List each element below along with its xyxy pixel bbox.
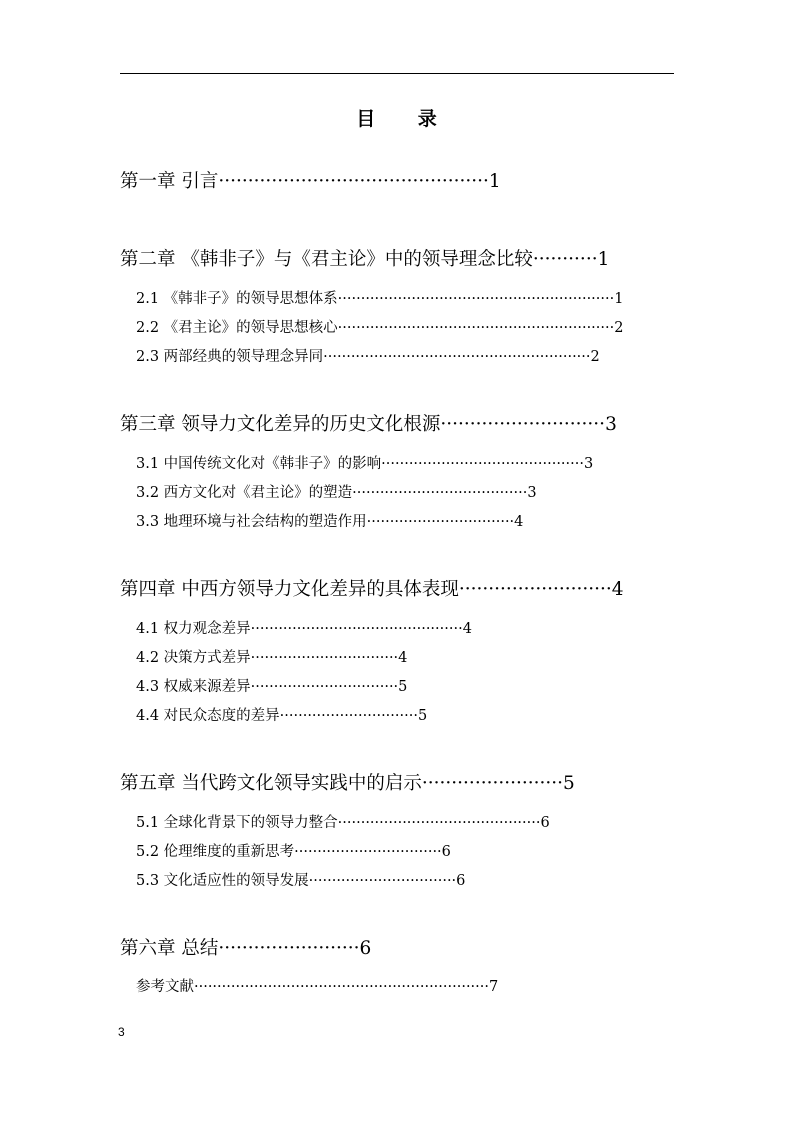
- toc-entry-references[interactable]: [136, 980, 498, 995]
- toc-entry-label: 5.1 全球化背景下的领导力整合: [136, 815, 338, 831]
- toc-entry-4-4[interactable]: [136, 709, 427, 724]
- toc-leader-dots: ···········: [532, 249, 598, 270]
- toc-entry-4-2[interactable]: [136, 651, 407, 666]
- toc-leader-dots: ································: [294, 844, 442, 860]
- toc-entry-3-2[interactable]: [136, 486, 537, 501]
- header-rule: [120, 73, 674, 74]
- toc-entry-label: 3.1 中国传统文化对《韩非子》的影响: [136, 456, 382, 472]
- toc-entry-label: 4.4 对民众态度的差异: [136, 708, 280, 724]
- toc-entry-ch1[interactable]: [120, 173, 501, 192]
- toc-entry-page: 6: [441, 844, 451, 860]
- toc-entry-page: 4: [462, 621, 472, 637]
- toc-entry-label: 5.2 伦理维度的重新思考: [136, 844, 295, 860]
- toc-leader-dots: ································································: [194, 979, 489, 995]
- toc-entry-page: 7: [488, 979, 499, 995]
- toc-entry-2-3[interactable]: [136, 350, 600, 365]
- toc-entry-page: 4: [611, 579, 624, 600]
- toc-entry-2-2[interactable]: [136, 321, 623, 336]
- toc-leader-dots: ························: [218, 938, 360, 959]
- toc-leader-dots: ······························: [279, 708, 418, 724]
- toc-entry-ch2[interactable]: [120, 251, 609, 270]
- toc-entry-page: 1: [488, 171, 501, 192]
- toc-leader-dots: ····························································: [337, 291, 615, 307]
- toc-entry-ch4[interactable]: [120, 581, 624, 600]
- toc-leader-dots: ············································: [337, 815, 541, 831]
- toc-entry-5-2[interactable]: [136, 845, 451, 860]
- toc-leader-dots: ··························································: [323, 349, 591, 365]
- toc-entry-page: 4: [398, 650, 408, 666]
- toc-leader-dots: ························: [421, 773, 564, 794]
- toc-entry-label: 第四章 中西方领导力文化差异的具体表现: [120, 579, 459, 600]
- toc-leader-dots: ································: [308, 873, 457, 889]
- toc-entry-ch3[interactable]: [120, 416, 617, 435]
- toc-entry-label: 参考文献: [136, 979, 194, 995]
- toc-entry-label: 第三章 领导力文化差异的历史文化根源: [120, 414, 441, 435]
- toc-entry-page: 3: [527, 485, 537, 501]
- toc-entry-label: 3.3 地理环境与社会结构的塑造作用: [136, 514, 367, 530]
- toc-entry-5-1[interactable]: [136, 816, 550, 831]
- toc-entry-page: 2: [614, 320, 624, 336]
- toc-leader-dots: ····························································: [337, 320, 615, 336]
- toc-leader-dots: ······································: [352, 485, 528, 501]
- toc-entry-label: 3.2 西方文化对《君主论》的塑造: [136, 485, 353, 501]
- toc-entry-page: 6: [456, 873, 466, 889]
- toc-entry-label: 第六章 总结: [120, 938, 219, 959]
- toc-entry-4-1[interactable]: [136, 622, 472, 637]
- toc-entry-page: 3: [605, 414, 617, 435]
- toc-entry-label: 第二章 《韩非子》与《君主论》中的领导理念比较: [120, 249, 533, 270]
- toc-leader-dots: ············································: [381, 456, 584, 472]
- toc-entry-3-3[interactable]: [136, 515, 523, 530]
- toc-entry-ch6[interactable]: [120, 940, 371, 959]
- toc-entry-page: 5: [398, 679, 408, 695]
- toc-entry-label: 第五章 当代跨文化领导实践中的启示: [120, 773, 422, 794]
- toc-entry-page: 1: [614, 291, 624, 307]
- toc-leader-dots: ··············································: [250, 621, 463, 637]
- toc-leader-dots: ································: [366, 514, 515, 530]
- toc-entry-4-3[interactable]: [136, 680, 407, 695]
- toc-entry-label: 2.1 《韩非子》的领导思想体系: [136, 291, 338, 307]
- toc-entry-label: 2.2 《君主论》的领导思想核心: [136, 320, 338, 336]
- toc-entry-label: 2.3 两部经典的领导理念异同: [136, 349, 324, 365]
- toc-entry-ch5[interactable]: [120, 775, 575, 794]
- toc-entry-label: 4.2 决策方式差异: [136, 650, 251, 666]
- toc-entry-5-3[interactable]: [136, 874, 465, 889]
- toc-leader-dots: ································: [250, 679, 399, 695]
- toc-entry-page: 6: [540, 815, 550, 831]
- toc-entry-3-1[interactable]: [136, 457, 593, 472]
- toc-entry-label: 第一章 引言: [120, 171, 219, 192]
- toc-leader-dots: ····························: [440, 414, 606, 435]
- toc-leader-dots: ··························: [458, 579, 612, 600]
- toc-leader-dots: ································: [250, 650, 399, 666]
- toc-title: 目 录: [356, 108, 455, 130]
- toc-entry-label: 4.1 权力观念差异: [136, 621, 251, 637]
- toc-entry-page: 3: [583, 456, 594, 472]
- toc-entry-label: 5.3 文化适应性的领导发展: [136, 873, 309, 889]
- toc-leader-dots: ··············································: [218, 171, 489, 192]
- toc-entry-2-1[interactable]: [136, 292, 623, 307]
- toc-entry-page: 5: [417, 708, 428, 724]
- toc-entry-label: 4.3 权威来源差异: [136, 679, 251, 695]
- toc-entry-page: 4: [514, 514, 524, 530]
- toc-entry-page: 2: [590, 349, 600, 365]
- toc-entry-page: 5: [563, 773, 575, 794]
- toc-entry-page: 6: [359, 938, 372, 959]
- page-number: 3: [118, 1025, 125, 1039]
- toc-entry-page: 1: [597, 249, 610, 270]
